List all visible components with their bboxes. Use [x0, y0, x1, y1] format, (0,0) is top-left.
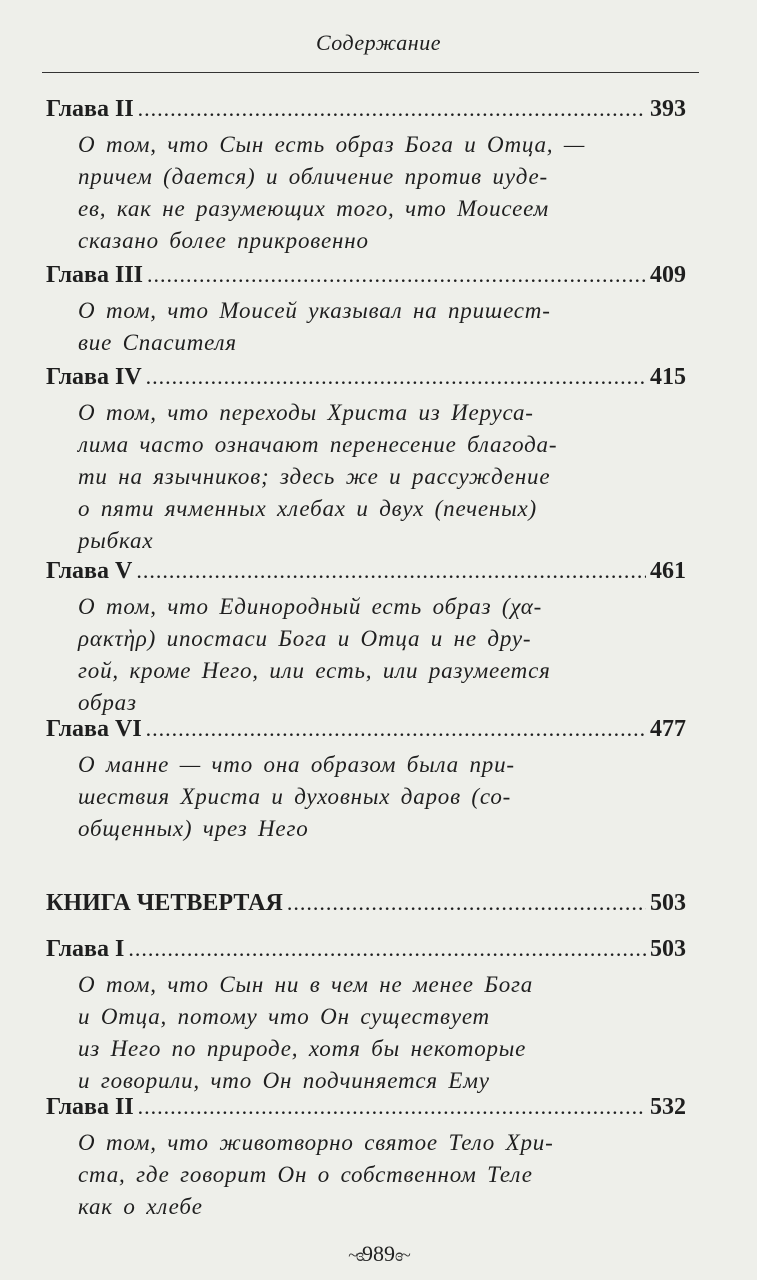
desc-line: ев, как не разумеющих того, что Моисеем — [78, 196, 550, 221]
leader-dots — [287, 890, 646, 916]
desc-line: вие Спасителя — [78, 330, 237, 355]
toc-line — [46, 364, 686, 391]
toc-entry — [46, 936, 686, 1097]
toc-line — [46, 716, 686, 743]
desc-line: и Отца, потому что Он существует — [78, 1004, 490, 1029]
chapter-description — [78, 969, 678, 1097]
page-ref: 477 — [650, 716, 686, 742]
desc-line: ρακτὴρ) ипостаси Бога и Отца и не дру- — [78, 626, 532, 651]
book-label: КНИГА ЧЕТВЕРТАЯ — [46, 890, 283, 916]
chapter-label: Глава II — [46, 96, 134, 122]
desc-line: О том, что Единородный есть образ (χα- — [78, 594, 543, 619]
desc-line: и говорили, что Он подчиняется Ему — [78, 1068, 490, 1093]
page-number: 989 — [362, 1241, 395, 1266]
page-ref: 532 — [650, 1094, 686, 1120]
chapter-description — [78, 1127, 678, 1223]
chapter-description — [78, 295, 678, 359]
desc-line: образ — [78, 690, 137, 715]
desc-line: из Него по природе, хотя бы некоторые — [78, 1036, 527, 1061]
book-heading — [46, 890, 686, 917]
leader-dots — [146, 364, 646, 390]
page-ref: 503 — [650, 890, 686, 916]
chapter-description — [78, 129, 678, 257]
desc-line: ти на язычников; здесь же и рассуждение — [78, 464, 551, 489]
header-rule — [42, 72, 699, 73]
desc-line: как о хлебе — [78, 1194, 203, 1219]
page-ref: 461 — [650, 558, 686, 584]
page-ref: 409 — [650, 262, 686, 288]
chapter-label: Глава V — [46, 558, 133, 584]
ornament-right-icon: ɞ~ — [395, 1245, 409, 1265]
desc-line: сказано более прикровенно — [78, 228, 369, 253]
chapter-label: Глава II — [46, 1094, 134, 1120]
leader-dots — [136, 558, 646, 584]
toc-entry — [46, 558, 686, 719]
page-footer — [0, 1241, 757, 1267]
leader-dots — [128, 936, 646, 962]
toc-line — [46, 558, 686, 585]
toc-line — [46, 890, 686, 917]
chapter-label: Глава VI — [46, 716, 142, 742]
chapter-label: Глава I — [46, 936, 125, 962]
desc-line: рыбках — [78, 528, 154, 553]
desc-line: О манне — что она образом была при- — [78, 752, 515, 777]
leader-dots — [138, 1094, 646, 1120]
toc-entry — [46, 262, 686, 359]
page-ref: 393 — [650, 96, 686, 122]
leader-dots — [147, 262, 646, 288]
leader-dots — [146, 716, 646, 742]
desc-line: О том, что Сын ни в чем не менее Бога — [78, 972, 534, 997]
chapter-description — [78, 749, 678, 845]
desc-line: о пяти ячменных хлебах и двух (печеных) — [78, 496, 537, 521]
toc-line — [46, 936, 686, 963]
desc-line: О том, что животворно святое Тело Хри- — [78, 1130, 554, 1155]
toc-line — [46, 262, 686, 289]
chapter-description — [78, 591, 678, 719]
chapter-label: Глава IV — [46, 364, 142, 390]
desc-line: О том, что Сын есть образ Бога и Отца, — — [78, 132, 586, 157]
page-ref: 415 — [650, 364, 686, 390]
desc-line: общенных) чрез Него — [78, 816, 309, 841]
toc-entry — [46, 716, 686, 845]
desc-line: шествия Христа и духовных даров (со- — [78, 784, 512, 809]
running-header: Содержание — [315, 30, 441, 55]
desc-line: ста, где говорит Он о собственном Теле — [78, 1162, 533, 1187]
desc-line: гой, кроме Него, или есть, или разумеется — [78, 658, 551, 683]
ornament-left-icon: ~ɞ — [348, 1245, 362, 1265]
toc-entry — [46, 96, 686, 257]
desc-line: О том, что переходы Христа из Иеруса- — [78, 400, 534, 425]
toc-line — [46, 96, 686, 123]
desc-line: причем (дается) и обличение против иуде- — [78, 164, 548, 189]
chapter-label: Глава III — [46, 262, 144, 288]
toc-entry — [46, 1094, 686, 1223]
leader-dots — [138, 96, 646, 122]
chapter-description — [78, 397, 678, 557]
desc-line: О том, что Моисей указывал на пришест- — [78, 298, 551, 323]
page-ref: 503 — [650, 936, 686, 962]
toc-line — [46, 1094, 686, 1121]
desc-line: лима часто означают перенесение благода- — [78, 432, 558, 457]
toc-entry — [46, 364, 686, 557]
